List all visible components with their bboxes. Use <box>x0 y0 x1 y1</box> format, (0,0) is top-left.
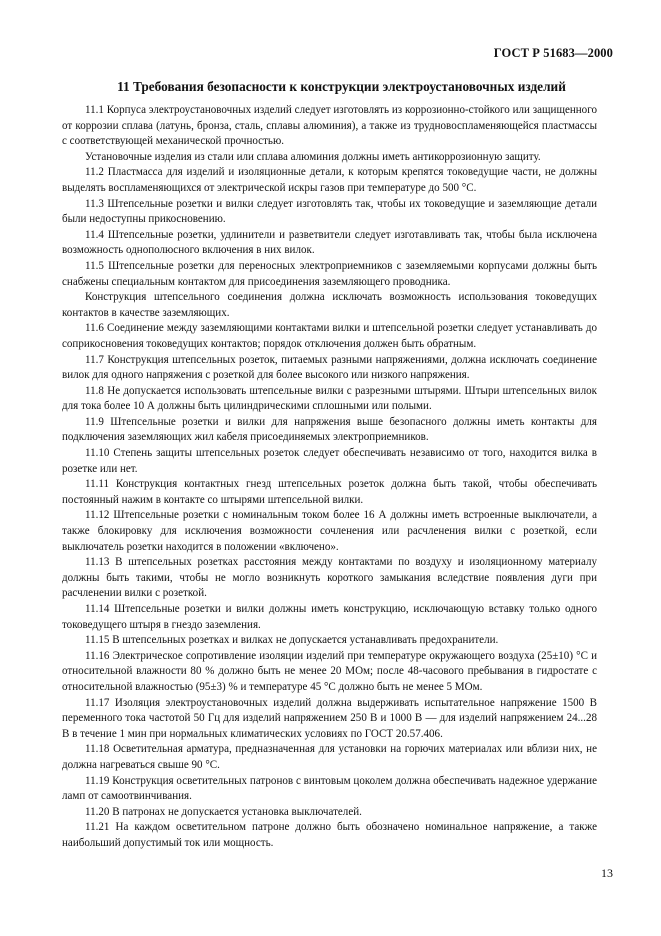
paragraph: 11.17 Изоляция электроустановочных изделий должна выдерживать испытательное напряжение 1500 В переменного тока частотой 50 Гц для изделий напряжением 250 В и 1000 В — для изделий напряжением 24...28 В в течение 1 мин при нормальных климатических условиях по ГОСТ 20.57.406. <box>62 696 597 740</box>
paragraph: 11.21 На каждом осветительном патроне должно быть обозначено номинальное напряжение, а также наибольший допустимый ток или мощность. <box>62 821 597 849</box>
paragraph: 11.14 Штепсельные розетки и вилки должны иметь конструкцию, исключающую вставку только одного токоведущего штыря в гнездо заземления. <box>62 603 597 631</box>
paragraph: 11.4 Штепсельные розетки, удлинители и разветвители следует изготавливать так, чтобы была исключена возможность однополюсного включения в них вилок. <box>62 228 597 257</box>
paragraph: 11.2 Пластмасса для изделий и изоляционные детали, к которым крепятся токоведущие части, не должны выделять воспламеняющихся от электрической искры газов при температуре до 500 °С. <box>62 166 597 194</box>
paragraph: 11.9 Штепсельные розетки и вилки для напряжения выше безопасного должны иметь контакты для подключения заземляющих жил кабеля присоединяемых электроприемников. <box>62 415 597 444</box>
paragraph: Конструкция штепсельного соединения должна исключать возможность использования токоведущих контактов в качестве заземляющих. <box>62 291 597 319</box>
page-number: 13 <box>601 866 613 880</box>
paragraph: 11.11 Конструкция контактных гнезд штепсельных розеток должна быть такой, чтобы обеспечивать постоянный нажим в контакте со штырями штепсельной вилки. <box>62 478 597 506</box>
paragraph: 11.13 В штепсельных розетках расстояния между контактами по воздуху и изоляционному материалу должны быть такими, чтобы не могло возникнуть короткого замыкания вследствие появления дуги при расчленении вилки с розеткой. <box>62 556 597 600</box>
paragraph: 11.18 Осветительная арматура, предназначенная для установки на горючих материалах или вблизи них, не должна нагреваться свыше 90 °С. <box>62 743 597 771</box>
paragraph: 11.20 В патронах не допускается установка выключателей. <box>85 805 362 818</box>
paragraph: 11.1 Корпуса электроустановочных изделий следует изготовлять из коррозионно-стойкого или защищенного от коррозии сплава (латунь, бронза, сталь, сплавы алюминия), а также из трудновоспламеняющейся пластмассы с соответствующей механической прочностью. <box>62 104 597 148</box>
paragraph: 11.15 В штепсельных розетках и вилках не допускается устанавливать предохранители. <box>85 634 499 647</box>
paragraph: 11.12 Штепсельные розетки с номинальным током более 16 А должны иметь встроенные выключатели, а также блокировку для исключения возможности сочленения или расчленения вилки с розеткой, если выключатель розетки находится в положении «включено». <box>62 509 597 553</box>
paragraph: Установочные изделия из стали или сплава алюминия должны иметь антикоррозионную защиту. <box>85 150 541 163</box>
section-body <box>62 103 597 852</box>
paragraph: 11.16 Электрическое сопротивление изоляции изделий при температуре окружающего воздуха (25±10) °С и относительной влажности 80 % должно быть не менее 20 МОм; после 48-часового пребывания в гидростате с относительной влажностью (95±3) % и температуре 45 °С должно быть не менее 5 МОм. <box>62 649 597 693</box>
paragraph: 11.3 Штепсельные розетки и вилки следует изготовлять так, чтобы их токоведущие и заземляющие детали были недоступны прикосновению. <box>62 197 597 226</box>
paragraph: 11.7 Конструкция штепсельных розеток, питаемых разными напряжениями, должна исключать соединение вилок для одного напряжения с розеткой для более высокого или низкого напряжения. <box>62 353 597 382</box>
paragraph: 11.19 Конструкция осветительных патронов с винтовым цоколем должна обеспечивать надежное удержание ламп от самоотвинчивания. <box>62 774 597 803</box>
standard-header: ГОСТ Р 51683—2000 <box>493 46 613 60</box>
paragraph: 11.5 Штепсельные розетки для переносных электроприемников с заземляемыми корпусами должны быть снабжены специальным контактом для присоединения заземляющего проводника. <box>62 259 597 288</box>
paragraph: 11.8 Не допускается использовать штепсельные вилки с разрезными штырями. Штыри штепсельных вилок для тока более 10 А должны быть цилиндрическими сплошными или полыми. <box>62 384 597 413</box>
paragraph: 11.6 Соединение между заземляющими контактами вилки и штепсельной розетки следует устанавливать до соприкосновения токоведущих контактов; порядок отключения должен быть обратным. <box>62 322 597 350</box>
section-title: 11 Требования безопасности к конструкции электроустановочных изделий <box>117 79 566 94</box>
paragraph: 11.10 Степень защиты штепсельных розеток следует обеспечивать независимо от того, находится вилка в розетке или нет. <box>62 447 597 475</box>
